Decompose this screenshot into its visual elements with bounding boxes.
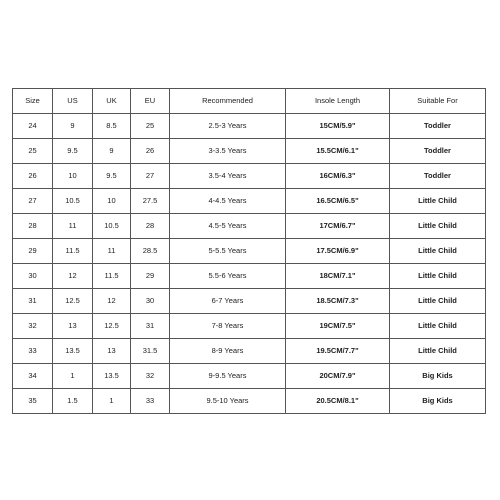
cell-us: 12	[53, 264, 93, 289]
cell-us: 11.5	[53, 239, 93, 264]
cell-size: 33	[13, 339, 53, 364]
cell-insole-length: 17.5CM/6.9"	[286, 239, 390, 264]
cell-insole-length: 15.5CM/6.1"	[286, 139, 390, 164]
cell-insole-length: 20CM/7.9"	[286, 364, 390, 389]
table-row	[13, 339, 486, 364]
cell-eu: 30	[131, 289, 170, 314]
cell-eu: 28	[131, 214, 170, 239]
header-size: Size	[13, 89, 53, 114]
cell-recommended: 3-3.5 Years	[170, 139, 286, 164]
cell-recommended: 9-9.5 Years	[170, 364, 286, 389]
cell-suitable-for: Little Child	[390, 339, 486, 364]
cell-insole-length: 19CM/7.5"	[286, 314, 390, 339]
cell-eu: 25	[131, 114, 170, 139]
cell-eu: 27.5	[131, 189, 170, 214]
cell-size: 31	[13, 289, 53, 314]
cell-us: 11	[53, 214, 93, 239]
cell-size: 32	[13, 314, 53, 339]
table-header	[13, 89, 486, 114]
cell-us: 9.5	[53, 139, 93, 164]
cell-insole-length: 17CM/6.7"	[286, 214, 390, 239]
cell-uk: 9	[93, 139, 131, 164]
table-row	[13, 364, 486, 389]
cell-us: 10	[53, 164, 93, 189]
cell-uk: 12.5	[93, 314, 131, 339]
cell-us: 13	[53, 314, 93, 339]
cell-us: 1	[53, 364, 93, 389]
cell-uk: 8.5	[93, 114, 131, 139]
cell-us: 9	[53, 114, 93, 139]
cell-suitable-for: Little Child	[390, 289, 486, 314]
cell-size: 29	[13, 239, 53, 264]
cell-eu: 31	[131, 314, 170, 339]
cell-size: 24	[13, 114, 53, 139]
cell-uk: 11	[93, 239, 131, 264]
cell-us: 10.5	[53, 189, 93, 214]
table-row	[13, 114, 486, 139]
cell-recommended: 2.5-3 Years	[170, 114, 286, 139]
cell-insole-length: 15CM/5.9"	[286, 114, 390, 139]
table-row	[13, 214, 486, 239]
cell-uk: 9.5	[93, 164, 131, 189]
header-insole-length: Insole Length	[286, 89, 390, 114]
header-recommended: Recommended	[170, 89, 286, 114]
table-row	[13, 139, 486, 164]
cell-uk: 11.5	[93, 264, 131, 289]
cell-insole-length: 18CM/7.1"	[286, 264, 390, 289]
cell-eu: 31.5	[131, 339, 170, 364]
table-row	[13, 189, 486, 214]
cell-eu: 29	[131, 264, 170, 289]
cell-size: 28	[13, 214, 53, 239]
cell-suitable-for: Little Child	[390, 214, 486, 239]
cell-suitable-for: Big Kids	[390, 364, 486, 389]
cell-size: 26	[13, 164, 53, 189]
header-us: US	[53, 89, 93, 114]
table-row	[13, 289, 486, 314]
cell-suitable-for: Toddler	[390, 139, 486, 164]
cell-eu: 33	[131, 389, 170, 414]
cell-us: 13.5	[53, 339, 93, 364]
cell-eu: 26	[131, 139, 170, 164]
cell-insole-length: 16CM/6.3"	[286, 164, 390, 189]
cell-recommended: 7-8 Years	[170, 314, 286, 339]
cell-recommended: 8-9 Years	[170, 339, 286, 364]
header-uk: UK	[93, 89, 131, 114]
cell-recommended: 6-7 Years	[170, 289, 286, 314]
cell-uk: 13.5	[93, 364, 131, 389]
cell-suitable-for: Little Child	[390, 314, 486, 339]
cell-size: 30	[13, 264, 53, 289]
cell-suitable-for: Little Child	[390, 189, 486, 214]
cell-insole-length: 16.5CM/6.5"	[286, 189, 390, 214]
header-row	[13, 89, 486, 114]
cell-us: 1.5	[53, 389, 93, 414]
cell-uk: 10	[93, 189, 131, 214]
table-row	[13, 264, 486, 289]
cell-recommended: 9.5-10 Years	[170, 389, 286, 414]
cell-insole-length: 18.5CM/7.3"	[286, 289, 390, 314]
header-suitable-for: Suitable For	[390, 89, 486, 114]
cell-eu: 27	[131, 164, 170, 189]
cell-suitable-for: Little Child	[390, 264, 486, 289]
cell-suitable-for: Little Child	[390, 239, 486, 264]
cell-suitable-for: Toddler	[390, 114, 486, 139]
table-row	[13, 164, 486, 189]
cell-uk: 13	[93, 339, 131, 364]
table-row	[13, 389, 486, 414]
table-row	[13, 314, 486, 339]
header-eu: EU	[131, 89, 170, 114]
cell-recommended: 5.5-6 Years	[170, 264, 286, 289]
size-chart-container	[12, 88, 485, 414]
cell-uk: 10.5	[93, 214, 131, 239]
cell-us: 12.5	[53, 289, 93, 314]
cell-size: 35	[13, 389, 53, 414]
cell-suitable-for: Big Kids	[390, 389, 486, 414]
cell-size: 34	[13, 364, 53, 389]
cell-uk: 12	[93, 289, 131, 314]
cell-insole-length: 20.5CM/8.1"	[286, 389, 390, 414]
cell-eu: 28.5	[131, 239, 170, 264]
cell-recommended: 4.5-5 Years	[170, 214, 286, 239]
cell-recommended: 4-4.5 Years	[170, 189, 286, 214]
cell-recommended: 5-5.5 Years	[170, 239, 286, 264]
cell-recommended: 3.5-4 Years	[170, 164, 286, 189]
cell-size: 25	[13, 139, 53, 164]
cell-suitable-for: Toddler	[390, 164, 486, 189]
cell-size: 27	[13, 189, 53, 214]
cell-uk: 1	[93, 389, 131, 414]
size-chart-table	[12, 88, 486, 414]
table-row	[13, 239, 486, 264]
cell-eu: 32	[131, 364, 170, 389]
cell-insole-length: 19.5CM/7.7"	[286, 339, 390, 364]
table-body	[13, 114, 486, 414]
